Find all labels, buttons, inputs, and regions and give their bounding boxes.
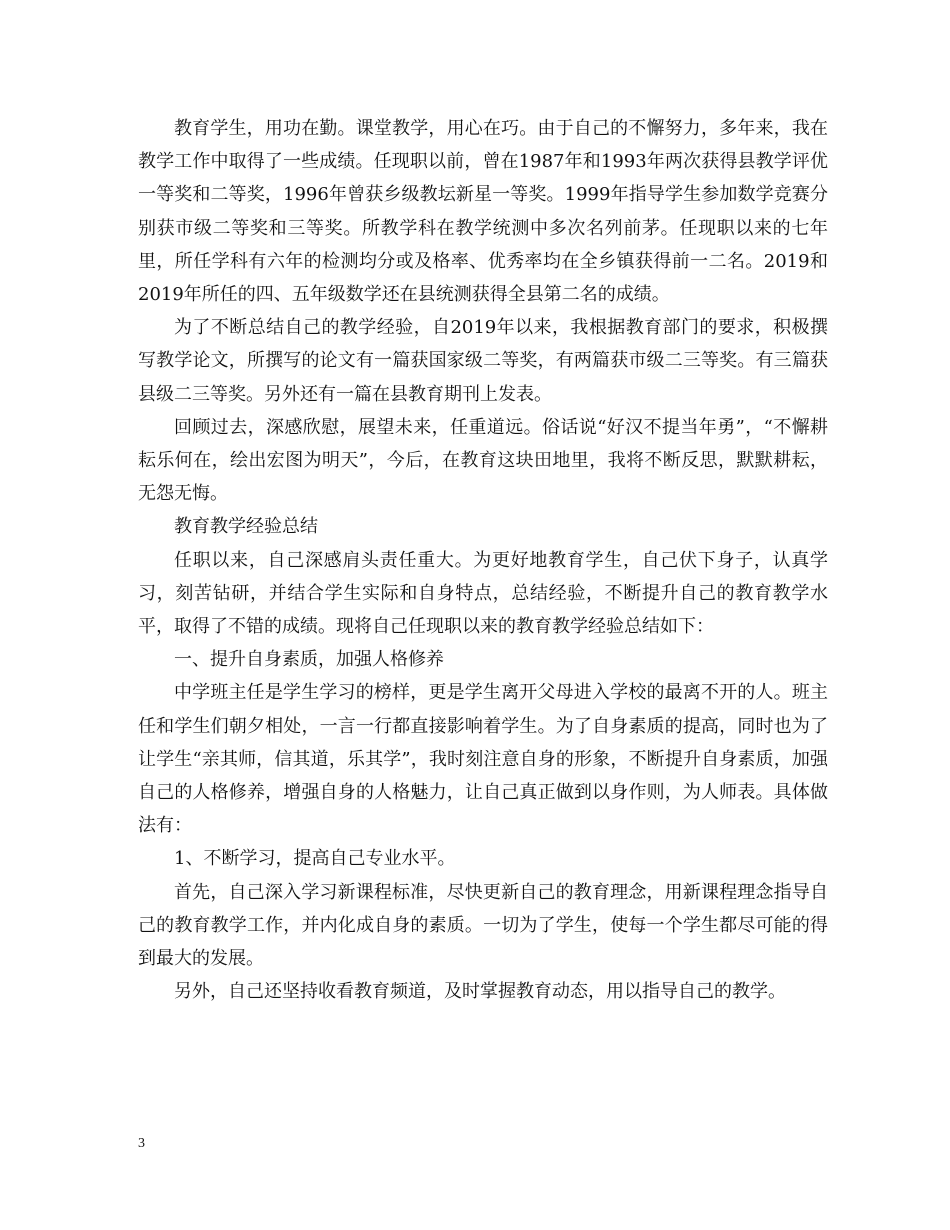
paragraph-papers: 为了不断总结自己的教学经验，自2019年以来，我根据教育部门的要求，积极撰写教学论文，所撰写的论文有一篇获国家级二等奖，有两篇获市级二三等奖。有三篇获县级二三等奖。另外还有一篇在县教育期刊上发表。 <box>138 317 828 405</box>
paragraph-intro: 任职以来，自己深感肩头责任重大。为更好地教育学生，自己伏下身子，认真学习，刻苦钻研，并结合学生实际和自身特点，总结经验，不断提升自己的教育教学水平，取得了不错的成绩。现将自己任现职以来的教育教学经验总结如下： <box>138 549 828 638</box>
section-title: 教育教学经验总结 <box>174 516 318 538</box>
paragraph-teacher-role: 中学班主任是学生学习的榜样，更是学生离开父母进入学校的最离不开的人。班主任和学生们朝夕相处，一言一行都直接影响着学生。为了自身素质的提高，同时也为了让学生“亲其师，信其道，乐其学”，我时刻注意自身的形象，不断提升自身素质，加强自己的人格修养，增强自身的人格魅力，让自己真正做到以身作则，为人师表。具体做法有： <box>138 682 828 837</box>
paragraph-education-channel: 另外，自己还坚持收看教育频道，及时掌握教育动态，用以指导自己的教学。 <box>174 981 786 1003</box>
paragraph-achievements: 教育学生，用功在勤。课堂教学，用心在巧。由于自己的不懈努力，多年来，我在教学工作中取得了一些成绩。任现职以前，曾在1987年和1993年两次获得县教学评优一等奖和二等奖，1996年曾获乡级教坛新星一等奖。1999年指导学生参加数学竞赛分别获市级二等奖和三等奖。所教学科在教学统测中多次名列前茅。任现职以来的七年里，所任学科有六年的检测均分或及格率、优秀率均在全乡镇获得前一二名。2019和2019年所任的四、五年级数学还在县统测获得全县第二名的成绩。 <box>138 118 828 306</box>
paragraph-review: 回顾过去，深感欣慰，展望未来，任重道远。俗话说“好汉不提当年勇”，“不懈耕耘乐何在，绘出宏图为明天”，今后，在教育这块田地里，我将不断反思，默默耕耘，无怨无悔。 <box>138 416 828 505</box>
page-number: 3 <box>138 1136 145 1151</box>
paragraph-curriculum: 首先，自己深入学习新课程标准，尽快更新自己的教育理念，用新课程理念指导自己的教育教学工作，并内化成自身的素质。一切为了学生，使每一个学生都尽可能的得到最大的发展。 <box>138 881 828 970</box>
subheading-study: 1、不断学习，提高自己专业水平。 <box>174 848 456 870</box>
document-body <box>138 112 828 1008</box>
heading-part-one: 一、提升自身素质，加强人格修养 <box>174 649 444 671</box>
